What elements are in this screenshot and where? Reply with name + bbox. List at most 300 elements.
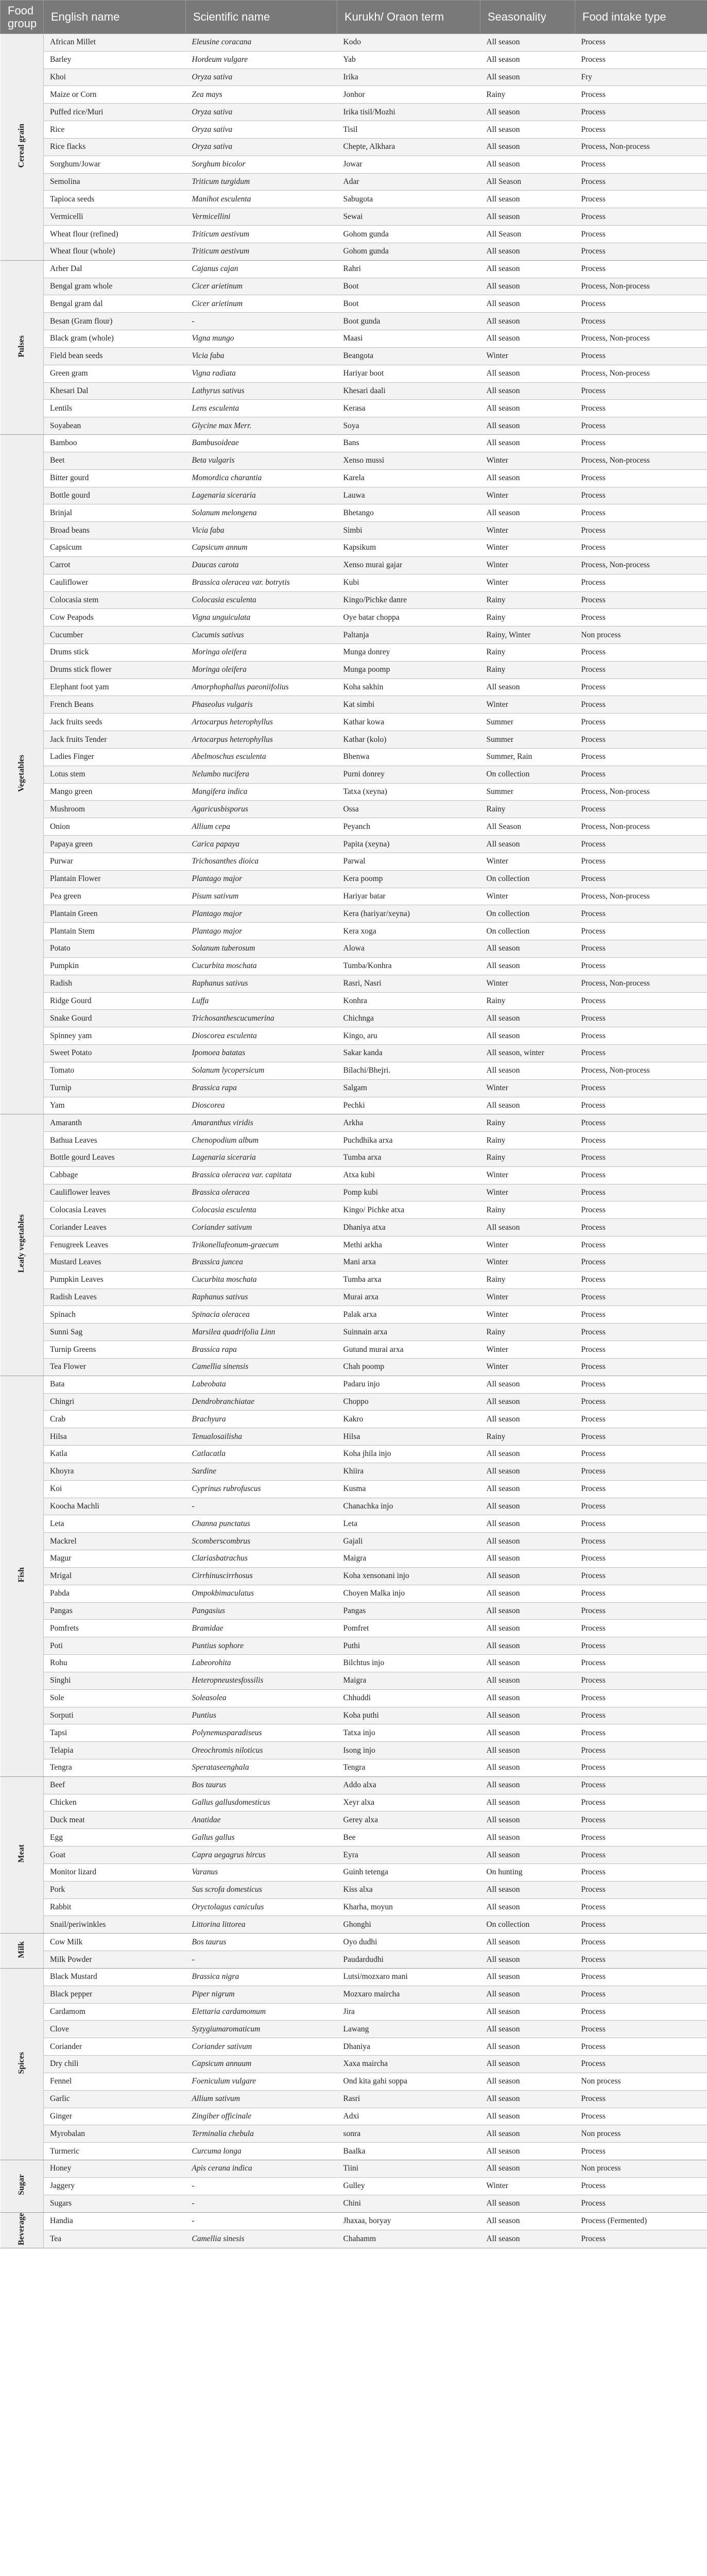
scientific-name-cell: Bambusoideae (186, 435, 337, 452)
food-intake-type-cell: Process (575, 382, 707, 400)
food-intake-type-cell: Process, Non-process (575, 452, 707, 469)
scientific-name-cell: Solanum tuberosum (186, 940, 337, 958)
scientific-name-cell: Polynemusparadiseus (186, 1724, 337, 1742)
english-name-cell: Bengal gram whole (44, 278, 186, 295)
seasonality-cell: All season (480, 138, 575, 156)
english-name-cell: Vermicelli (44, 208, 186, 226)
food-intake-type-cell: Process (575, 1010, 707, 1027)
kurukh-term-cell: Bee (337, 1829, 480, 1846)
scientific-name-cell: Oryza sativa (186, 121, 337, 139)
kurukh-term-cell: Kapsikum (337, 539, 480, 557)
seasonality-cell: Rainy (480, 1428, 575, 1446)
food-intake-type-cell: Process (575, 86, 707, 104)
table-row (1, 1811, 707, 1829)
food-intake-type-cell: Process (575, 748, 707, 766)
scientific-name-cell: Zingiber officinale (186, 2108, 337, 2125)
kurukh-term-cell: Boot (337, 278, 480, 295)
food-intake-type-cell: Fry (575, 69, 707, 86)
kurukh-term-cell: Xenso mussi (337, 452, 480, 469)
kurukh-term-cell: Simbi (337, 522, 480, 539)
seasonality-cell: All Season (480, 818, 575, 836)
scientific-name-cell: Momordica charantia (186, 469, 337, 487)
food-group-cell (1, 1776, 44, 1933)
table-row (1, 191, 707, 208)
food-intake-type-cell: Process (575, 1411, 707, 1428)
scientific-name-cell: - (186, 313, 337, 330)
kurukh-term-cell: Maigra (337, 1672, 480, 1689)
food-intake-type-cell: Process (575, 1951, 707, 1969)
table-row (1, 1672, 707, 1689)
food-intake-type-cell: Process (575, 574, 707, 591)
kurukh-term-cell: Tatxa injo (337, 1724, 480, 1742)
table-row (1, 435, 707, 452)
english-name-cell: Wheat flour (refined) (44, 226, 186, 243)
seasonality-cell: Winter (480, 522, 575, 539)
english-name-cell: Ladies Finger (44, 748, 186, 766)
table-row (1, 992, 707, 1010)
table-row (1, 1201, 707, 1219)
table-row (1, 836, 707, 853)
food-intake-type-cell: Process (575, 1533, 707, 1550)
food-intake-type-cell: Process (575, 1306, 707, 1324)
scientific-name-cell: - (186, 1498, 337, 1515)
table-row (1, 1463, 707, 1480)
food-intake-type-cell: Process, Non-process (575, 365, 707, 382)
seasonality-cell: On collection (480, 905, 575, 923)
food-intake-type-cell: Process (575, 1934, 707, 1951)
scientific-name-cell: Solanum lycopersicum (186, 1062, 337, 1079)
kurukh-term-cell: Mani arxa (337, 1253, 480, 1271)
kurukh-term-cell: Chahamm (337, 2230, 480, 2248)
scientific-name-cell: Amorphophallus paeoniifolius (186, 679, 337, 696)
english-name-cell: African Millet (44, 34, 186, 52)
table-row (1, 679, 707, 696)
scientific-name-cell: Agaricusbisporus (186, 801, 337, 818)
seasonality-cell: All season (480, 1742, 575, 1759)
kurukh-term-cell: Chhuddi (337, 1689, 480, 1707)
english-name-cell: Pangas (44, 1602, 186, 1620)
scientific-name-cell: Cirrhinuscirrhosus (186, 1567, 337, 1585)
scientific-name-cell: Allium cepa (186, 818, 337, 836)
english-name-cell: Tea (44, 2230, 186, 2248)
seasonality-cell: All season (480, 1707, 575, 1724)
seasonality-cell: All season (480, 313, 575, 330)
table-row (1, 208, 707, 226)
english-name-cell: Koi (44, 1480, 186, 1498)
kurukh-term-cell: Munga poomp (337, 661, 480, 679)
kurukh-term-cell: Sewai (337, 208, 480, 226)
scientific-name-cell: Triticum aestivum (186, 226, 337, 243)
table-row (1, 69, 707, 86)
english-name-cell: Cucumber (44, 626, 186, 644)
seasonality-cell: Rainy (480, 1132, 575, 1149)
kurukh-term-cell: Kakro (337, 1411, 480, 1428)
scientific-name-cell: Moringa oleifera (186, 643, 337, 661)
table-row (1, 278, 707, 295)
food-group-cell (1, 34, 44, 261)
english-name-cell: Coriander (44, 2038, 186, 2056)
english-name-cell: Tomato (44, 1062, 186, 1079)
seasonality-cell: All season (480, 2073, 575, 2090)
food-group-label: Leafy vegetables (17, 1214, 26, 1273)
scientific-name-cell: Soleasolea (186, 1689, 337, 1707)
food-group-cell (1, 1376, 44, 1776)
seasonality-cell: All season (480, 1550, 575, 1568)
seasonality-cell: All season (480, 365, 575, 382)
kurukh-term-cell: Chah poomp (337, 1358, 480, 1376)
kurukh-term-cell: Eyra (337, 1846, 480, 1864)
seasonality-cell: All Season (480, 226, 575, 243)
english-name-cell: Cow Milk (44, 1934, 186, 1951)
seasonality-cell: All season (480, 1219, 575, 1236)
food-intake-type-cell: Process (575, 1341, 707, 1359)
seasonality-cell: All season (480, 1515, 575, 1533)
english-name-cell: Radish (44, 975, 186, 992)
table-row (1, 243, 707, 260)
kurukh-term-cell: Purni donrey (337, 766, 480, 783)
kurukh-term-cell: Rahri (337, 260, 480, 278)
kurukh-term-cell: Chanachka injo (337, 1498, 480, 1515)
kurukh-term-cell: Suinnain arxa (337, 1324, 480, 1341)
seasonality-cell: All season (480, 1446, 575, 1463)
table-row (1, 1515, 707, 1533)
table-row (1, 1498, 707, 1515)
scientific-name-cell: Zea mays (186, 86, 337, 104)
food-intake-type-cell: Process (575, 2056, 707, 2073)
english-name-cell: Bitter gourd (44, 469, 186, 487)
seasonality-cell: All season (480, 836, 575, 853)
food-group-cell (1, 260, 44, 434)
kurukh-term-cell: Lauwa (337, 487, 480, 504)
kurukh-term-cell: Bilchtus injo (337, 1655, 480, 1672)
english-name-cell: Papaya green (44, 836, 186, 853)
kurukh-term-cell: Boot gunda (337, 313, 480, 330)
english-name-cell: Jaggery (44, 2177, 186, 2195)
seasonality-cell: All season (480, 2003, 575, 2021)
english-name-cell: Field bean seeds (44, 347, 186, 365)
food-group-label: Sugar (17, 2174, 26, 2196)
english-name-cell: Rice flacks (44, 138, 186, 156)
kurukh-term-cell: Tumba arxa (337, 1271, 480, 1289)
english-name-cell: Cow Peapods (44, 609, 186, 626)
table-row (1, 2056, 707, 2073)
kurukh-term-cell: Tengra (337, 1759, 480, 1776)
food-intake-type-cell: Process (575, 2230, 707, 2248)
seasonality-cell: Winter (480, 888, 575, 905)
seasonality-cell: Rainy (480, 86, 575, 104)
food-intake-type-cell: Process, Non-process (575, 888, 707, 905)
seasonality-cell: All season (480, 1637, 575, 1655)
food-intake-type-cell: Process (575, 313, 707, 330)
food-intake-type-cell: Process, Non-process (575, 975, 707, 992)
scientific-name-cell: Luffa (186, 992, 337, 1010)
table-row (1, 2003, 707, 2021)
seasonality-cell: All season (480, 1010, 575, 1027)
food-intake-type-cell: Process (575, 1689, 707, 1707)
food-intake-type-cell: Process (575, 1045, 707, 1062)
table-row (1, 801, 707, 818)
english-name-cell: Chingri (44, 1393, 186, 1411)
food-intake-type-cell: Process (575, 226, 707, 243)
table-row (1, 975, 707, 992)
table-row (1, 1794, 707, 1811)
english-name-cell: Maize or Corn (44, 86, 186, 104)
table-row (1, 487, 707, 504)
table-row (1, 1637, 707, 1655)
seasonality-cell: All season (480, 1097, 575, 1114)
kurukh-term-cell: Padaru injo (337, 1376, 480, 1393)
kurukh-term-cell: Palak arxa (337, 1306, 480, 1324)
table-row (1, 365, 707, 382)
food-intake-type-cell: Process, Non-process (575, 330, 707, 348)
food-intake-type-cell: Process (575, 1724, 707, 1742)
english-name-cell: Lentils (44, 400, 186, 417)
seasonality-cell: All season (480, 1480, 575, 1498)
seasonality-cell: All season (480, 2160, 575, 2178)
scientific-name-cell: Vigna mungo (186, 330, 337, 348)
food-intake-type-cell: Process (575, 801, 707, 818)
food-intake-type-cell: Non process (575, 2160, 707, 2178)
seasonality-cell: All season (480, 2038, 575, 2056)
table-row (1, 574, 707, 591)
kurukh-term-cell: Irika (337, 69, 480, 86)
scientific-name-cell: - (186, 2212, 337, 2230)
scientific-name-cell: Channa punctatus (186, 1515, 337, 1533)
food-intake-type-cell: Process (575, 1253, 707, 1271)
food-intake-type-cell: Process (575, 1829, 707, 1846)
food-intake-type-cell: Process (575, 2090, 707, 2108)
english-name-cell: Puffed rice/Muri (44, 104, 186, 121)
english-name-cell: Wheat flour (whole) (44, 243, 186, 260)
seasonality-cell: All season (480, 1846, 575, 1864)
seasonality-cell: On collection (480, 870, 575, 888)
english-name-cell: Cardamom (44, 2003, 186, 2021)
english-name-cell: Singhi (44, 1672, 186, 1689)
seasonality-cell: All season (480, 2195, 575, 2212)
english-name-cell: Snake Gourd (44, 1010, 186, 1027)
food-intake-type-cell: Process (575, 1759, 707, 1776)
english-name-cell: Honey (44, 2160, 186, 2178)
table-row (1, 1149, 707, 1167)
seasonality-cell: All season (480, 679, 575, 696)
seasonality-cell: Rainy (480, 609, 575, 626)
food-intake-type-cell: Process (575, 1655, 707, 1672)
seasonality-cell: All season (480, 1620, 575, 1637)
kurukh-term-cell: Bilachi/Bhejri. (337, 1062, 480, 1079)
kurukh-term-cell: Addo alxa (337, 1776, 480, 1794)
seasonality-cell: All season (480, 1968, 575, 1986)
scientific-name-cell: Colocasia esculenta (186, 591, 337, 609)
table-row (1, 156, 707, 173)
seasonality-cell: Summer (480, 714, 575, 731)
kurukh-term-cell: Guinh tetenga (337, 1863, 480, 1881)
table-row (1, 1620, 707, 1637)
english-name-cell: Ridge Gourd (44, 992, 186, 1010)
food-intake-type-cell: Process (575, 957, 707, 975)
kurukh-term-cell: Parwal (337, 853, 480, 870)
food-intake-type-cell: Process (575, 469, 707, 487)
kurukh-term-cell: Koha sakhin (337, 679, 480, 696)
scientific-name-cell: Capsicum annum (186, 539, 337, 557)
seasonality-cell: Rainy (480, 801, 575, 818)
english-name-cell: Telapia (44, 1742, 186, 1759)
table-row (1, 330, 707, 348)
food-intake-type-cell: Process (575, 156, 707, 173)
english-name-cell: Capsicum (44, 539, 186, 557)
food-intake-type-cell: Process (575, 1324, 707, 1341)
kurukh-term-cell: Boot (337, 295, 480, 313)
scientific-name-cell: Mangifera indica (186, 783, 337, 801)
kurukh-term-cell: Kusma (337, 1480, 480, 1498)
english-name-cell: Green gram (44, 365, 186, 382)
english-name-cell: Brinjal (44, 504, 186, 522)
table-row (1, 1010, 707, 1027)
english-name-cell: Semolina (44, 173, 186, 191)
english-name-cell: Garlic (44, 2090, 186, 2108)
table-row (1, 313, 707, 330)
food-intake-type-cell: Process (575, 51, 707, 69)
table-row (1, 1062, 707, 1079)
table-row (1, 2038, 707, 2056)
table-body (1, 34, 707, 2248)
seasonality-cell: All season (480, 2108, 575, 2125)
scientific-name-cell: Curcuma longa (186, 2143, 337, 2160)
header-english-name: English name (44, 1, 186, 34)
scientific-name-cell: Clariasbatrachus (186, 1550, 337, 1568)
kurukh-term-cell: Tatxa (xeyna) (337, 783, 480, 801)
food-intake-type-cell: Process (575, 940, 707, 958)
scientific-name-cell: Capsicum annuum (186, 2056, 337, 2073)
english-name-cell: Ginger (44, 2108, 186, 2125)
english-name-cell: Khesari Dal (44, 382, 186, 400)
scientific-name-cell: Cucumis sativus (186, 626, 337, 644)
scientific-name-cell: Gallus gallusdomesticus (186, 1794, 337, 1811)
scientific-name-cell: Abelmoschus esculenta (186, 748, 337, 766)
food-group-label: Cereal grain (17, 124, 26, 168)
food-intake-type-cell: Process (575, 1428, 707, 1446)
food-group-cell (1, 2160, 44, 2212)
table-row (1, 888, 707, 905)
seasonality-cell: Winter (480, 1306, 575, 1324)
english-name-cell: Khoyra (44, 1463, 186, 1480)
seasonality-cell: Winter (480, 574, 575, 591)
table-row (1, 1236, 707, 1254)
english-name-cell: Spinney yam (44, 1027, 186, 1045)
table-row (1, 1166, 707, 1184)
food-intake-type-cell: Non process (575, 626, 707, 644)
scientific-name-cell: Coriander sativum (186, 2038, 337, 2056)
english-name-cell: Tapioca seeds (44, 191, 186, 208)
table-row (1, 696, 707, 714)
kurukh-term-cell: Kera (hariyar/xeyna) (337, 905, 480, 923)
scientific-name-cell: Gallus gallus (186, 1829, 337, 1846)
table-row (1, 138, 707, 156)
table-row (1, 748, 707, 766)
food-intake-type-cell: Process (575, 539, 707, 557)
food-intake-type-cell: Process (575, 923, 707, 940)
seasonality-cell: Rainy (480, 1114, 575, 1132)
food-intake-type-cell: Process (575, 679, 707, 696)
kurukh-term-cell: Gulley (337, 2177, 480, 2195)
food-group-label: Meat (17, 1844, 26, 1863)
scientific-name-cell: Bos taurus (186, 1776, 337, 1794)
table-row (1, 1393, 707, 1411)
scientific-name-cell: Vigna radiata (186, 365, 337, 382)
table-row (1, 104, 707, 121)
food-group-cell (1, 1968, 44, 2160)
table-row (1, 1376, 707, 1393)
kurukh-term-cell: Isong injo (337, 1742, 480, 1759)
english-name-cell: Myrobalan (44, 2125, 186, 2143)
english-name-cell: Dry chili (44, 2056, 186, 2073)
scientific-name-cell: Trichosanthescucumerina (186, 1010, 337, 1027)
scientific-name-cell: Oryza sativa (186, 138, 337, 156)
food-intake-type-cell: Process, Non-process (575, 1062, 707, 1079)
seasonality-cell: Rainy (480, 661, 575, 679)
seasonality-cell: All season (480, 1899, 575, 1916)
english-name-cell: Turnip (44, 1079, 186, 1097)
kurukh-term-cell: Bhetango (337, 504, 480, 522)
english-name-cell: Poti (44, 1637, 186, 1655)
seasonality-cell: On hunting (480, 1863, 575, 1881)
scientific-name-cell: Oryza sativa (186, 69, 337, 86)
scientific-name-cell: Cicer arietinum (186, 278, 337, 295)
food-group-label: Milk (17, 1941, 26, 1958)
kurukh-term-cell: Hilsa (337, 1428, 480, 1446)
food-intake-type-cell: Process (575, 1794, 707, 1811)
english-name-cell: Sorghum/Jowar (44, 156, 186, 173)
seasonality-cell: All season (480, 1498, 575, 1515)
english-name-cell: Beet (44, 452, 186, 469)
english-name-cell: Soyabean (44, 417, 186, 435)
table-row (1, 1986, 707, 2003)
seasonality-cell: All season (480, 2090, 575, 2108)
table-row (1, 1776, 707, 1794)
table-row (1, 1951, 707, 1969)
food-intake-type-cell: Process (575, 1132, 707, 1149)
table-row (1, 1916, 707, 1934)
scientific-name-cell: Foeniculum vulgare (186, 2073, 337, 2090)
table-row (1, 347, 707, 365)
seasonality-cell: Rainy (480, 1149, 575, 1167)
food-intake-type-cell: Process (575, 522, 707, 539)
table-row (1, 1079, 707, 1097)
table-row (1, 609, 707, 626)
kurukh-term-cell: Salgam (337, 1079, 480, 1097)
food-intake-type-cell: Process (575, 1707, 707, 1724)
english-name-cell: Colocasia stem (44, 591, 186, 609)
header-seasonality: Seasonality (480, 1, 575, 34)
table-row (1, 1341, 707, 1359)
english-name-cell: Yam (44, 1097, 186, 1114)
english-name-cell: Mrigal (44, 1567, 186, 1585)
table-row (1, 1934, 707, 1951)
english-name-cell: Fenugreek Leaves (44, 1236, 186, 1254)
seasonality-cell: All season (480, 156, 575, 173)
scientific-name-cell: Vicia faba (186, 347, 337, 365)
food-group-cell (1, 2212, 44, 2248)
english-name-cell: Rice (44, 121, 186, 139)
scientific-name-cell: Daucas carota (186, 556, 337, 574)
seasonality-cell: All season (480, 34, 575, 52)
table-row (1, 1567, 707, 1585)
food-intake-type-cell: Process (575, 2195, 707, 2212)
food-intake-type-cell: Process (575, 1463, 707, 1480)
scientific-name-cell: Capra aegagrus hircus (186, 1846, 337, 1864)
english-name-cell: Milk Powder (44, 1951, 186, 1969)
english-name-cell: Elephant foot yam (44, 679, 186, 696)
seasonality-cell: Winter (480, 1079, 575, 1097)
